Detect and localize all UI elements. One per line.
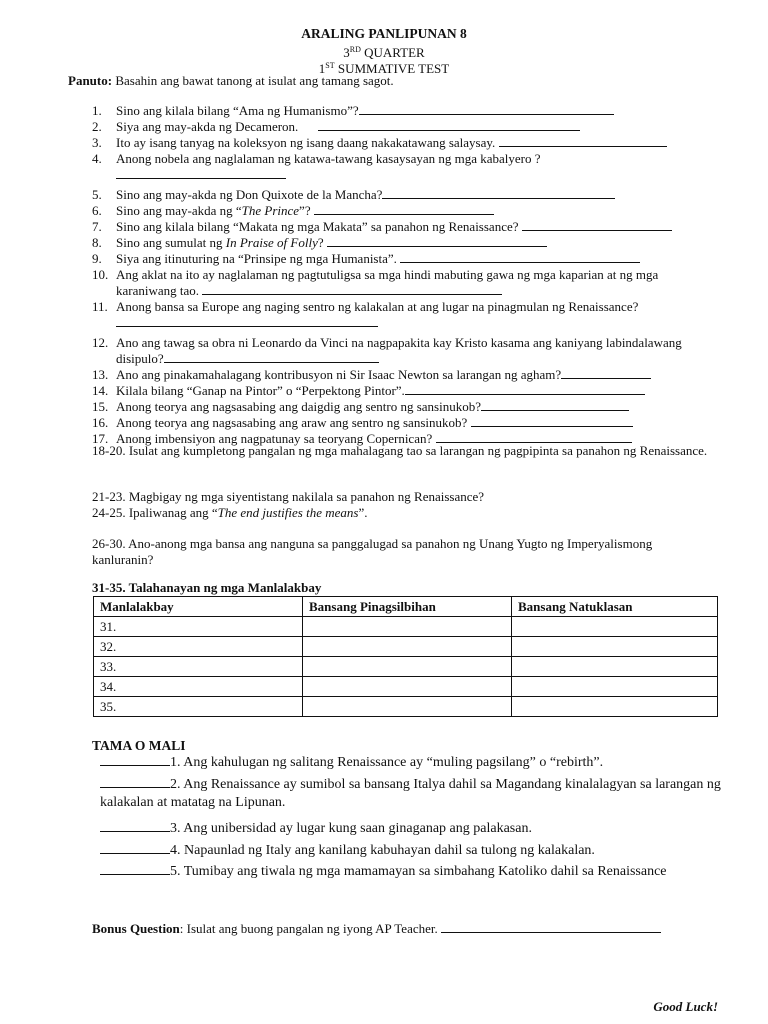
tf-answer-blank[interactable] bbox=[100, 753, 170, 766]
answer-blank[interactable] bbox=[471, 415, 633, 427]
answer-blank[interactable] bbox=[481, 399, 629, 411]
question-item bbox=[92, 267, 722, 299]
question-item bbox=[92, 235, 722, 251]
essay-24-25-end: ”. bbox=[358, 505, 368, 520]
question-item bbox=[92, 187, 722, 203]
answer-blank[interactable] bbox=[499, 135, 667, 147]
question-text: Siya ang may-akda ng Decameron. bbox=[116, 119, 299, 134]
answer-cell[interactable] bbox=[303, 617, 512, 637]
answer-blank[interactable] bbox=[116, 167, 286, 179]
closing-note: Good Luck! bbox=[653, 999, 718, 1014]
answer-blank[interactable] bbox=[116, 315, 378, 327]
tf-item bbox=[100, 753, 722, 772]
question-number: 3. bbox=[92, 135, 102, 150]
row-number: 35. bbox=[94, 697, 303, 717]
question-text: Anong imbensiyon ang nagpatunay sa teoryang Copernican? bbox=[116, 431, 433, 446]
question-list bbox=[92, 103, 722, 447]
bonus-question bbox=[92, 921, 661, 937]
question-text: Siya ang itinuturing na “Prinsipe ng mga Humanista”. bbox=[116, 251, 397, 266]
question-item bbox=[92, 219, 722, 235]
table-title: 31-35. Talahanayan ng mga Manlalakbay bbox=[92, 580, 322, 595]
quarter-number: 3 bbox=[343, 45, 350, 60]
row-number: 34. bbox=[94, 677, 303, 697]
question-text-end: ”? bbox=[299, 203, 311, 218]
question-text: Anong teorya ang nagsasabing ang araw ang sentro ng sansinukob? bbox=[116, 415, 468, 430]
question-number: 14. bbox=[92, 383, 109, 398]
question-text-end: ? bbox=[317, 235, 324, 250]
instructions-text: Basahin ang bawat tanong at isulat ang tamang sagot. bbox=[115, 73, 394, 88]
answer-blank[interactable] bbox=[382, 187, 615, 199]
essay-18-20: 18-20. Isulat ang kumpletong pangalan ng mga mahalagang tao sa larangan ng pagpipinta sa panahon ng Renaissance. bbox=[92, 443, 708, 458]
answer-blank[interactable] bbox=[400, 251, 640, 263]
column-header: Manlalakbay bbox=[94, 597, 303, 617]
question-number: 10. bbox=[92, 267, 109, 282]
tf-statement: 1. Ang kahulugan ng salitang Renaissance ay “muling pagsilang” o “rebirth”. bbox=[170, 755, 604, 770]
tf-answer-blank[interactable] bbox=[100, 775, 170, 788]
question-text: Sino ang may-akda ng Don Quixote de la Mancha? bbox=[116, 187, 383, 202]
tf-statement: 3. Ang unibersidad ay lugar kung saan ginaganap ang palakasan. bbox=[170, 821, 532, 836]
question-item bbox=[92, 119, 722, 135]
question-item bbox=[92, 399, 722, 415]
answer-cell[interactable] bbox=[512, 617, 718, 637]
instructions bbox=[68, 73, 394, 89]
question-number: 17. bbox=[92, 431, 109, 446]
essay-24-25-text: 24-25. Ipaliwanag ang “ bbox=[92, 505, 218, 520]
bonus-label: Bonus Question bbox=[92, 921, 180, 936]
essay-26-30: 26-30. Ano-anong mga bansa ang nanguna sa panggalugad sa panahon ng Unang Yugto ng Imperyalismong kanluranin? bbox=[92, 536, 653, 567]
table-row bbox=[94, 677, 718, 697]
row-number: 32. bbox=[94, 637, 303, 657]
table-row bbox=[94, 657, 718, 677]
question-item bbox=[92, 135, 722, 151]
answer-blank[interactable] bbox=[202, 283, 502, 295]
answer-cell[interactable] bbox=[303, 697, 512, 717]
question-item bbox=[92, 367, 722, 383]
answer-blank[interactable] bbox=[405, 383, 645, 395]
question-number: 2. bbox=[92, 119, 102, 134]
answer-blank[interactable] bbox=[318, 119, 580, 131]
bonus-text: : Isulat ang buong pangalan ng iyong AP Teacher. bbox=[179, 921, 438, 936]
table-row bbox=[94, 637, 718, 657]
tf-statement: 4. Napaunlad ng Italy ang kanilang kabuhayan dahil sa tulong ng kalakalan. bbox=[170, 843, 595, 858]
quarter-label: QUARTER bbox=[364, 45, 425, 60]
essay-24-25 bbox=[92, 505, 712, 521]
tf-statement: 2. Ang Renaissance ay sumibol sa bansang Italya dahil sa Magandang kinalalagyan sa larangan ng kalakalan at matatag na Lipunan. bbox=[100, 777, 721, 810]
question-number: 15. bbox=[92, 399, 109, 414]
answer-cell[interactable] bbox=[303, 657, 512, 677]
question-number: 13. bbox=[92, 367, 109, 382]
travelers-table bbox=[93, 596, 718, 717]
question-item bbox=[92, 299, 722, 331]
question-italic-title: In Praise of Folly bbox=[225, 235, 318, 250]
question-text: Sino ang sumulat ng bbox=[116, 235, 226, 250]
essay-24-25-quote: The end justifies the means bbox=[217, 505, 359, 520]
answer-blank[interactable] bbox=[164, 351, 379, 363]
question-number: 5. bbox=[92, 187, 102, 202]
answer-blank[interactable] bbox=[436, 431, 632, 443]
question-item bbox=[92, 203, 722, 219]
answer-cell[interactable] bbox=[512, 697, 718, 717]
question-number: 4. bbox=[92, 151, 102, 166]
question-item bbox=[92, 415, 722, 431]
tf-item bbox=[100, 841, 722, 860]
question-item bbox=[92, 383, 722, 399]
tf-item bbox=[100, 819, 722, 838]
question-item bbox=[92, 335, 722, 367]
page-title: ARALING PANLIPUNAN 8 bbox=[301, 26, 467, 41]
question-text: Anong teorya ang nagsasabing ang daigdig ang sentro ng sansinukob? bbox=[116, 399, 482, 414]
answer-cell[interactable] bbox=[512, 657, 718, 677]
quarter-suffix: RD bbox=[349, 45, 361, 54]
test-number: 1 bbox=[318, 61, 326, 76]
answer-blank[interactable] bbox=[359, 103, 614, 115]
table-row bbox=[94, 617, 718, 637]
table-header-row bbox=[94, 597, 718, 617]
answer-blank[interactable] bbox=[441, 921, 661, 933]
answer-blank[interactable] bbox=[561, 367, 651, 379]
tf-answer-blank[interactable] bbox=[100, 841, 170, 854]
question-item bbox=[92, 103, 722, 119]
question-text: Ano ang pinakamahalagang kontribusyon ni Sir Isaac Newton sa larangan ng agham? bbox=[116, 367, 562, 382]
question-text: Anong nobela ang naglalaman ng katawa-tawang kasaysayan ng mga kabalyero ? bbox=[116, 151, 541, 166]
question-number: 8. bbox=[92, 235, 102, 250]
answer-blank[interactable] bbox=[314, 203, 494, 215]
question-number: 12. bbox=[92, 335, 109, 350]
answer-cell[interactable] bbox=[512, 677, 718, 697]
instructions-label: Panuto: bbox=[68, 73, 113, 88]
tf-statement: 5. Tumibay ang tiwala ng mga mamamayan sa simbahang Katoliko dahil sa Renaissance bbox=[170, 864, 667, 879]
question-item bbox=[92, 151, 722, 183]
question-text: Sino ang kilala bilang “Ama ng Humanismo”? bbox=[116, 103, 359, 118]
tama-o-mali-title: TAMA O MALI bbox=[92, 738, 186, 753]
question-number: 7. bbox=[92, 219, 102, 234]
answer-cell[interactable] bbox=[303, 637, 512, 657]
answer-cell[interactable] bbox=[512, 637, 718, 657]
question-number: 11. bbox=[92, 299, 108, 314]
question-number: 6. bbox=[92, 203, 102, 218]
answer-cell[interactable] bbox=[303, 677, 512, 697]
question-text: Sino ang kilala bilang “Makata ng mga Makata” sa panahon ng Renaissance? bbox=[116, 219, 519, 234]
question-item bbox=[92, 251, 722, 267]
question-number: 1. bbox=[92, 103, 102, 118]
question-text: Sino ang may-akda ng “ bbox=[116, 203, 242, 218]
test-suffix: ST bbox=[325, 61, 335, 70]
answer-blank[interactable] bbox=[522, 219, 672, 231]
row-number: 33. bbox=[94, 657, 303, 677]
tf-answer-blank[interactable] bbox=[100, 819, 170, 832]
answer-blank[interactable] bbox=[327, 235, 547, 247]
table-row bbox=[94, 697, 718, 717]
essay-21-23: 21-23. Magbigay ng mga siyentistang nakilala sa panahon ng Renaissance? bbox=[92, 489, 485, 504]
test-label: SUMMATIVE TEST bbox=[337, 61, 450, 76]
question-number: 9. bbox=[92, 251, 102, 266]
row-number: 31. bbox=[94, 617, 303, 637]
tf-item bbox=[100, 862, 722, 881]
question-text: Ito ay isang tanyag na koleksyon ng isang daang nakakatawang salaysay. bbox=[116, 135, 496, 150]
tf-answer-blank[interactable] bbox=[100, 862, 170, 875]
question-text: Ano ang tawag sa obra ni Leonardo da Vinci na nagpapakita kay Kristo kasama ang kaniyang labindalawang disipulo? bbox=[116, 335, 682, 366]
question-number: 16. bbox=[92, 415, 109, 430]
question-italic-title: The Prince bbox=[241, 203, 300, 218]
tf-item bbox=[100, 775, 722, 812]
question-text: Kilala bilang “Ganap na Pintor” o “Perpektong Pintor”. bbox=[116, 383, 405, 398]
column-header: Bansang Pinagsilbihan bbox=[303, 597, 512, 617]
column-header: Bansang Natuklasan bbox=[512, 597, 718, 617]
question-text: Ang aklat na ito ay naglalaman ng pagtutuligsa sa mga hindi mabuting gawa ng mga kaparian at ng mga karaniwang tao. bbox=[116, 267, 659, 298]
question-text: Anong bansa sa Europe ang naging sentro ng kalakalan at ang lugar na pinagmulan ng Renaissance? bbox=[116, 299, 639, 314]
